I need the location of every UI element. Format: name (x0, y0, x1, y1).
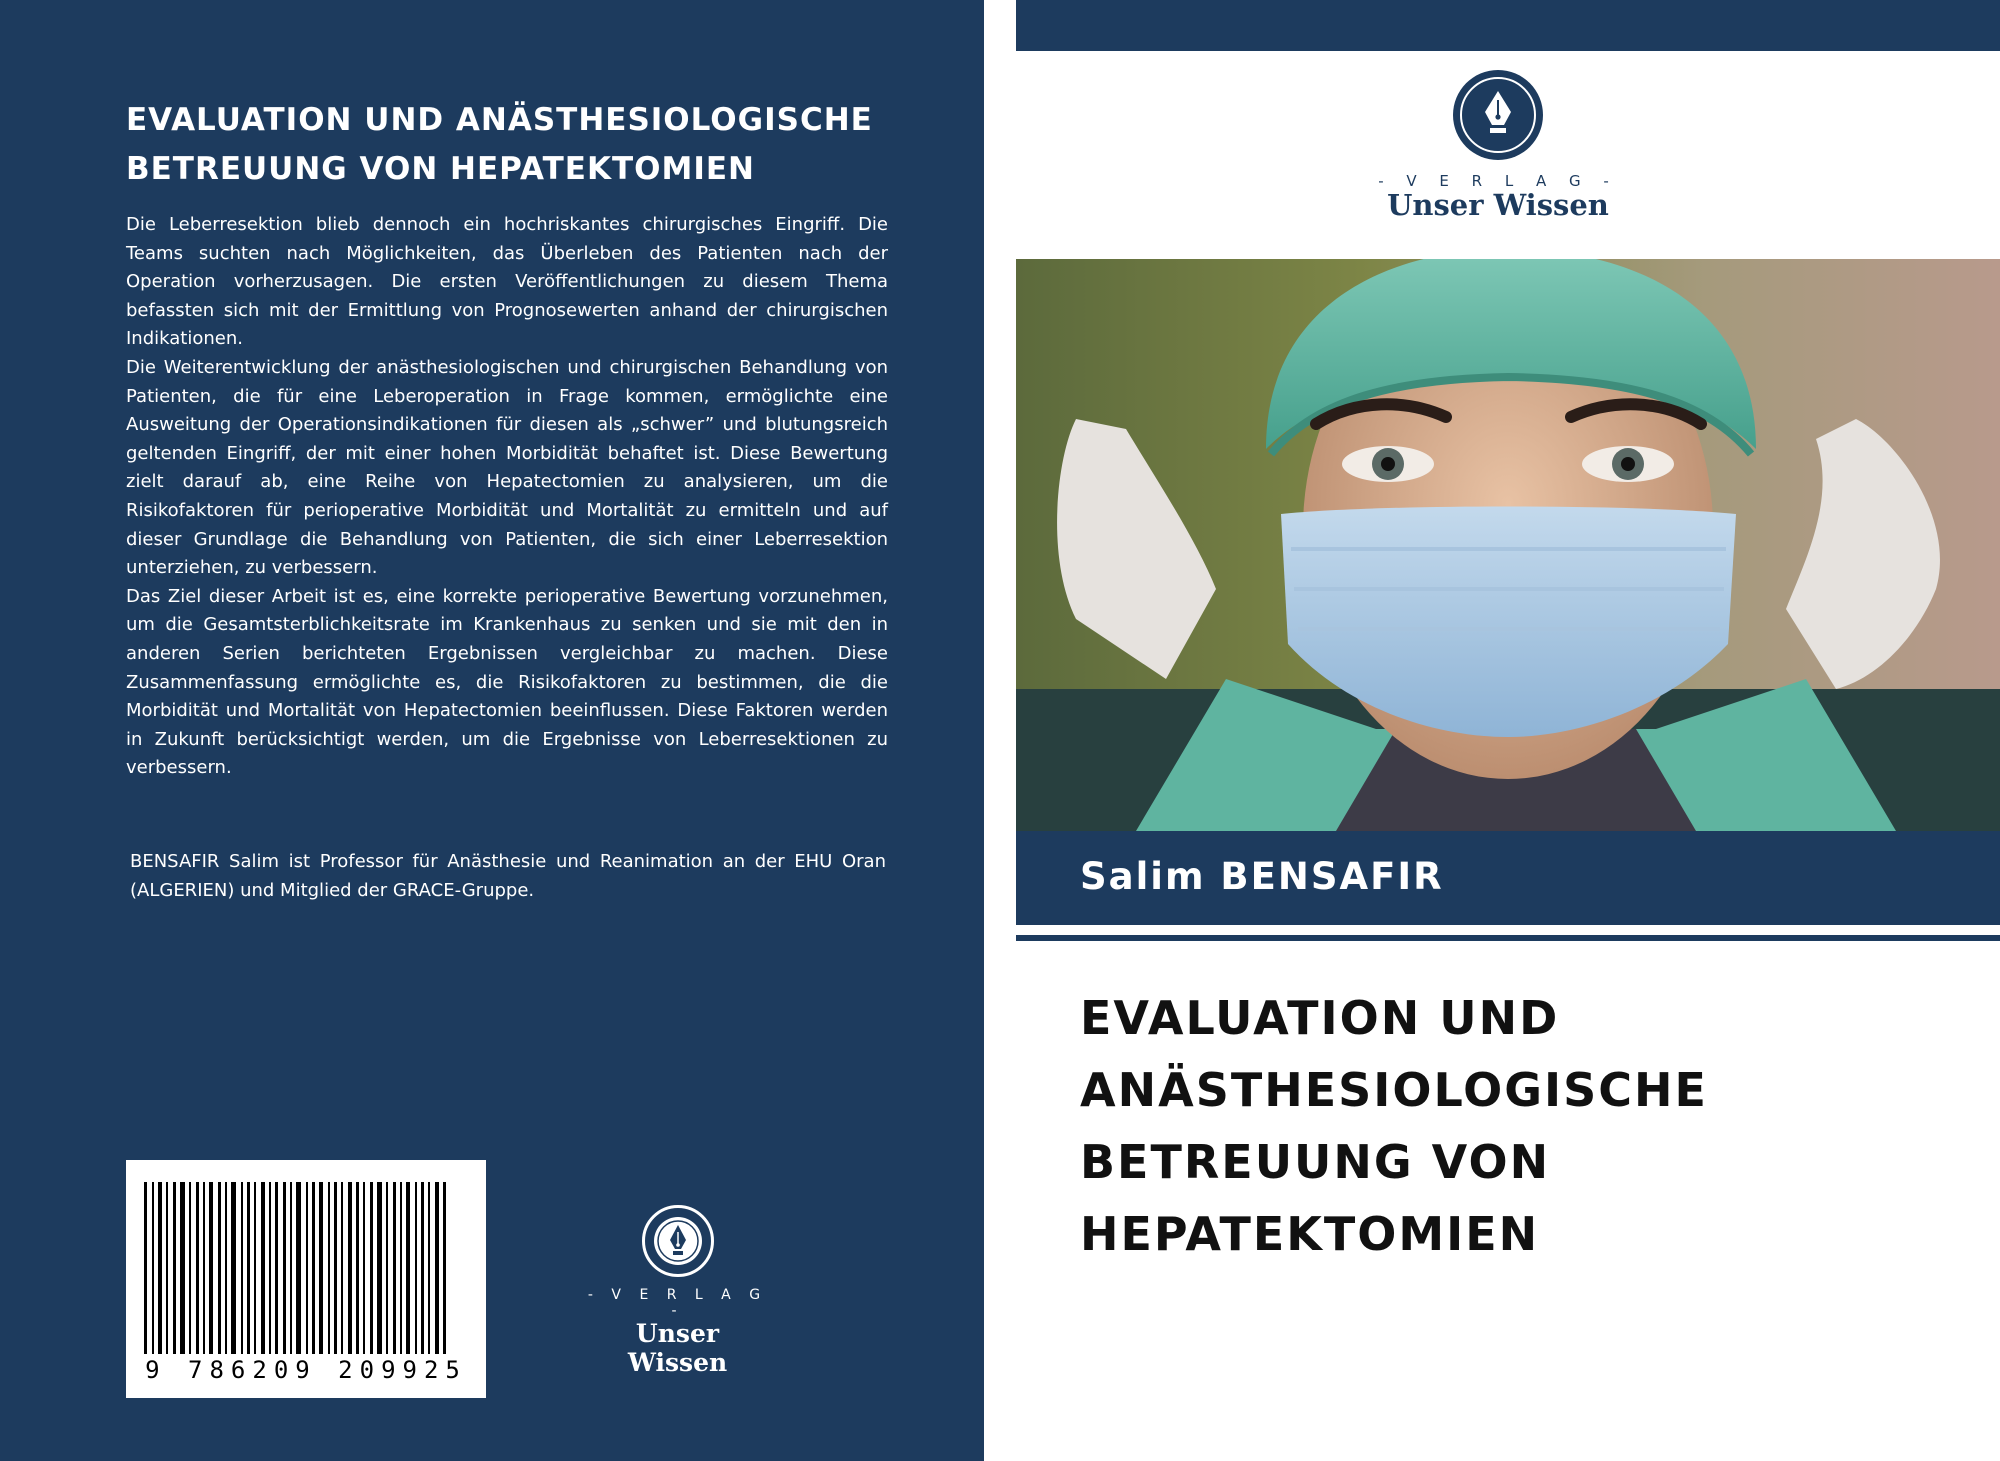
publisher-verlag: - V E R L A G - (1378, 172, 1618, 190)
back-cover (0, 0, 984, 1461)
divider-rule (1016, 935, 2000, 941)
author-bio: BENSAFIR Salim ist Professor für Anästhesie und Reanimation an der EHU Oran (ALGERIEN) und Mitglied der GRACE-Gruppe. (130, 851, 886, 901)
blurb-paragraph: Die Leberresektion blieb dennoch ein hochriskantes chirurgisches Eingriff. Die Teams suchten nach Möglichkeiten, das Überleben des Patienten nach der Operation vorherzusagen. Die ersten Veröffentlichungen zu diesem Thema befassten sich mit der Ermittlung von Prognosewerten anhand der chirurgischen Indikationen. (126, 214, 888, 350)
barcode-digits: 9 786209 209925 (145, 1356, 467, 1384)
publisher-verlag: - V E R L A G - (587, 1287, 768, 1319)
surgeon-in-mask-photo (1016, 259, 2000, 831)
back-publisher-logo (585, 1205, 770, 1377)
front-cover-title (1080, 982, 1980, 1270)
title-line: BETREUUNG VON (1080, 1135, 1551, 1189)
front-top-band (1016, 0, 2000, 51)
back-cover-title: EVALUATION UND ANÄSTHESIOLOGISCHE BETREUUNG VON HEPATEKTOMIEN (126, 102, 873, 187)
blurb-paragraph: Die Weiterentwicklung der anästhesiologischen und chirurgischen Behandlung von Patienten, die für eine Leberoperation in Frage kommen, ermöglichte eine Ausweitung der Operationsindikationen für diesen als „schwer” und blutungsreich geltenden Eingriff, der mit einer hohen Morbidität behaftet ist. Diese Bewertung zielt darauf ab, eine Reihe von Hepatectomien zu analysieren, um die Risikofaktoren für perioperative Morbidität und Mortalität zu ermitteln und auf dieser Grundlage die Behandlung von Patienten, die sich einer Leberresektion unterziehen, zu verbessern. (126, 356, 888, 579)
isbn-barcode (126, 1160, 486, 1398)
barcode-bars (142, 1182, 470, 1354)
blurb-paragraph: Das Ziel dieser Arbeit ist es, eine korrekte perioperative Bewertung vorzunehmen, um die Gesamtsterblichkeitsrate im Krankenhaus zu senken und sie mit den in anderen Serien berichteten Ergebnissen vergleichbar zu machen. Diese Zusammenfassung ermöglichte es, die Risikofaktoren zu bestimmen, die die Morbidität und Mortalität von Hepatectomien beeinflussen. Diese Faktoren werden in Zukunft berücksichtigt werden, um die Ergebnisse von Leberresektionen zu verbessern. (126, 585, 888, 779)
title-line: EVALUATION UND (1080, 991, 1560, 1045)
publisher-name: Unser Wissen (1387, 188, 1609, 222)
title-line: HEPATEKTOMIEN (1080, 1207, 1540, 1261)
pen-nib-icon (1453, 70, 1543, 160)
front-publisher-logo (1378, 70, 1618, 222)
back-cover-blurb (126, 211, 888, 783)
publisher-name: Unser Wissen (627, 1319, 728, 1377)
title-line: ANÄSTHESIOLOGISCHE (1080, 1063, 1708, 1117)
pen-nib-icon (642, 1205, 714, 1277)
author-band (1016, 831, 2000, 925)
author-name: Salim BENSAFIR (1080, 855, 1444, 898)
